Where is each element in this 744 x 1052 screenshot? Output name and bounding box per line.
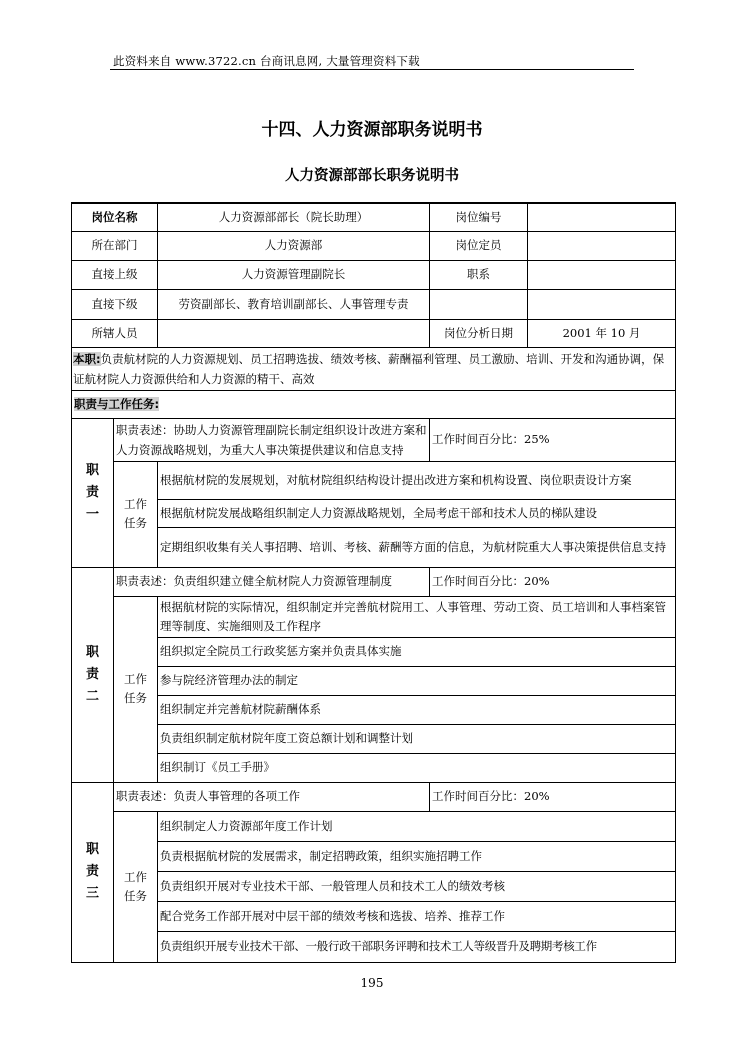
header-divider xyxy=(110,69,634,70)
empty-cell xyxy=(430,289,528,319)
duty-1-label-text: 职责一 xyxy=(85,462,99,522)
duty-3-task-2: 负责根据航材院的发展需求，制定招聘政策，组织实施招聘工作 xyxy=(158,841,676,871)
duty-3-statement: 职责表述：负责人事管理的各项工作 xyxy=(114,782,430,811)
position-code-label: 岗位编号 xyxy=(430,203,528,231)
duty-1-task-label-text: 工作任务 xyxy=(124,497,147,530)
duty-3-label xyxy=(72,782,114,962)
duty-3-task-label-text: 工作任务 xyxy=(124,869,147,903)
duty-2-task-5: 负责组织制定航材院年度工资总额计划和调整计划 xyxy=(158,724,676,753)
duty-1-task-label xyxy=(114,461,158,567)
document-subtitle: 人力资源部部长职务说明书 xyxy=(285,168,459,184)
duty-3-task-4: 配合党务工作部开展对中层干部的绩效考核和选拔、培养、推荐工作 xyxy=(158,901,676,931)
duty-1-task-2: 根据航材院发展战略组织制定人力资源战略规划，全局考虑干部和技术人员的梯队建设 xyxy=(158,499,676,527)
position-code-value xyxy=(528,203,676,231)
department-label: 所在部门 xyxy=(72,231,158,260)
duty-2-task-label-text: 工作任务 xyxy=(124,672,147,705)
duty-2-task-3: 参与院经济管理办法的制定 xyxy=(158,666,676,695)
duty-2-statement: 职责表述：负责组织建立健全航材院人力资源管理制度 xyxy=(114,567,430,596)
duty-2-task-6: 组织制订《员工手册》 xyxy=(158,753,676,782)
duty-1-task-3: 定期组织收集有关人事招聘、培训、考核、薪酬等方面的信息，为航材院重大人事决策提供信息支持 xyxy=(158,527,676,567)
duty-2-time-percent: 工作时间百分比：20% xyxy=(430,567,676,596)
direct-subordinate-value: 劳资副部长、教育培训副部长、人事管理专责 xyxy=(158,289,430,319)
duties-heading-text: 职责与工作任务: xyxy=(74,396,160,411)
job-summary-text: 负责航材院的人力资源规划、员工招聘选拔、绩效考核、薪酬福利管理、员工激励、培训、开发和沟通协调，保证航材院人力资源供给和人力资源的精干、高效 xyxy=(73,351,665,386)
job-summary-label: 本职: xyxy=(73,351,101,366)
page-header-source: 此资料来自 www.3722.cn 台商讯息网, 大量管理资料下载 xyxy=(113,54,420,68)
duty-1-time-percent: 工作时间百分比：25% xyxy=(430,418,676,461)
job-series-value xyxy=(528,260,676,289)
document-title: 十四、人力资源部职务说明书 xyxy=(261,120,483,140)
page-number: 195 xyxy=(360,976,384,990)
duty-2-task-label xyxy=(114,596,158,782)
position-name-value: 人力资源部部长（院长助理） xyxy=(158,203,430,231)
duty-2-label xyxy=(72,567,114,782)
duty-3-label-text: 职责三 xyxy=(85,842,99,901)
duty-1-label xyxy=(72,418,114,567)
job-description-table xyxy=(71,202,676,963)
duty-1-task-1: 根据航材院的发展规划，对航材院组织结构设计提出改进方案和机构设置、岗位职责设计方案 xyxy=(158,461,676,499)
duties-heading xyxy=(72,390,676,418)
duty-3-task-5: 负责组织开展专业技术干部、一般行政干部职务评聘和技术工人等级晋升及聘期考核工作 xyxy=(158,931,676,962)
duty-2-task-2: 组织拟定全院员工行政奖惩方案并负责具体实施 xyxy=(158,637,676,666)
position-quota-value xyxy=(528,231,676,260)
duty-2-task-1: 根据航材院的实际情况，组织制定并完善航材院用工、人事管理、劳动工资、员工培训和人事档案管理等制度、实施细则及工作程序 xyxy=(158,596,676,637)
duty-3-time-percent: 工作时间百分比：20% xyxy=(430,782,676,811)
job-summary xyxy=(72,347,676,390)
governed-staff-label: 所辖人员 xyxy=(72,319,158,347)
department-value: 人力资源部 xyxy=(158,231,430,260)
analysis-date-label: 岗位分析日期 xyxy=(430,319,528,347)
governed-staff-value xyxy=(158,319,430,347)
duty-3-task-1: 组织制定人力资源部年度工作计划 xyxy=(158,811,676,841)
duty-2-label-text: 职责二 xyxy=(85,644,99,704)
direct-superior-value: 人力资源管理副院长 xyxy=(158,260,430,289)
direct-superior-label: 直接上级 xyxy=(72,260,158,289)
duty-3-task-3: 负责组织开展对专业技术干部、一般管理人员和技术工人的绩效考核 xyxy=(158,871,676,901)
analysis-date-value: 2001 年 10 月 xyxy=(528,319,676,347)
job-series-label: 职系 xyxy=(430,260,528,289)
empty-cell xyxy=(528,289,676,319)
duty-3-task-label xyxy=(114,811,158,962)
position-name-label: 岗位名称 xyxy=(72,203,158,231)
duty-2-task-4: 组织制定并完善航材院薪酬体系 xyxy=(158,695,676,724)
direct-subordinate-label: 直接下级 xyxy=(72,289,158,319)
position-quota-label: 岗位定员 xyxy=(430,231,528,260)
duty-1-statement: 职责表述：协助人力资源管理副院长制定组织设计改进方案和人力资源战略规划，为重大人事决策提供建议和信息支持 xyxy=(114,418,430,461)
